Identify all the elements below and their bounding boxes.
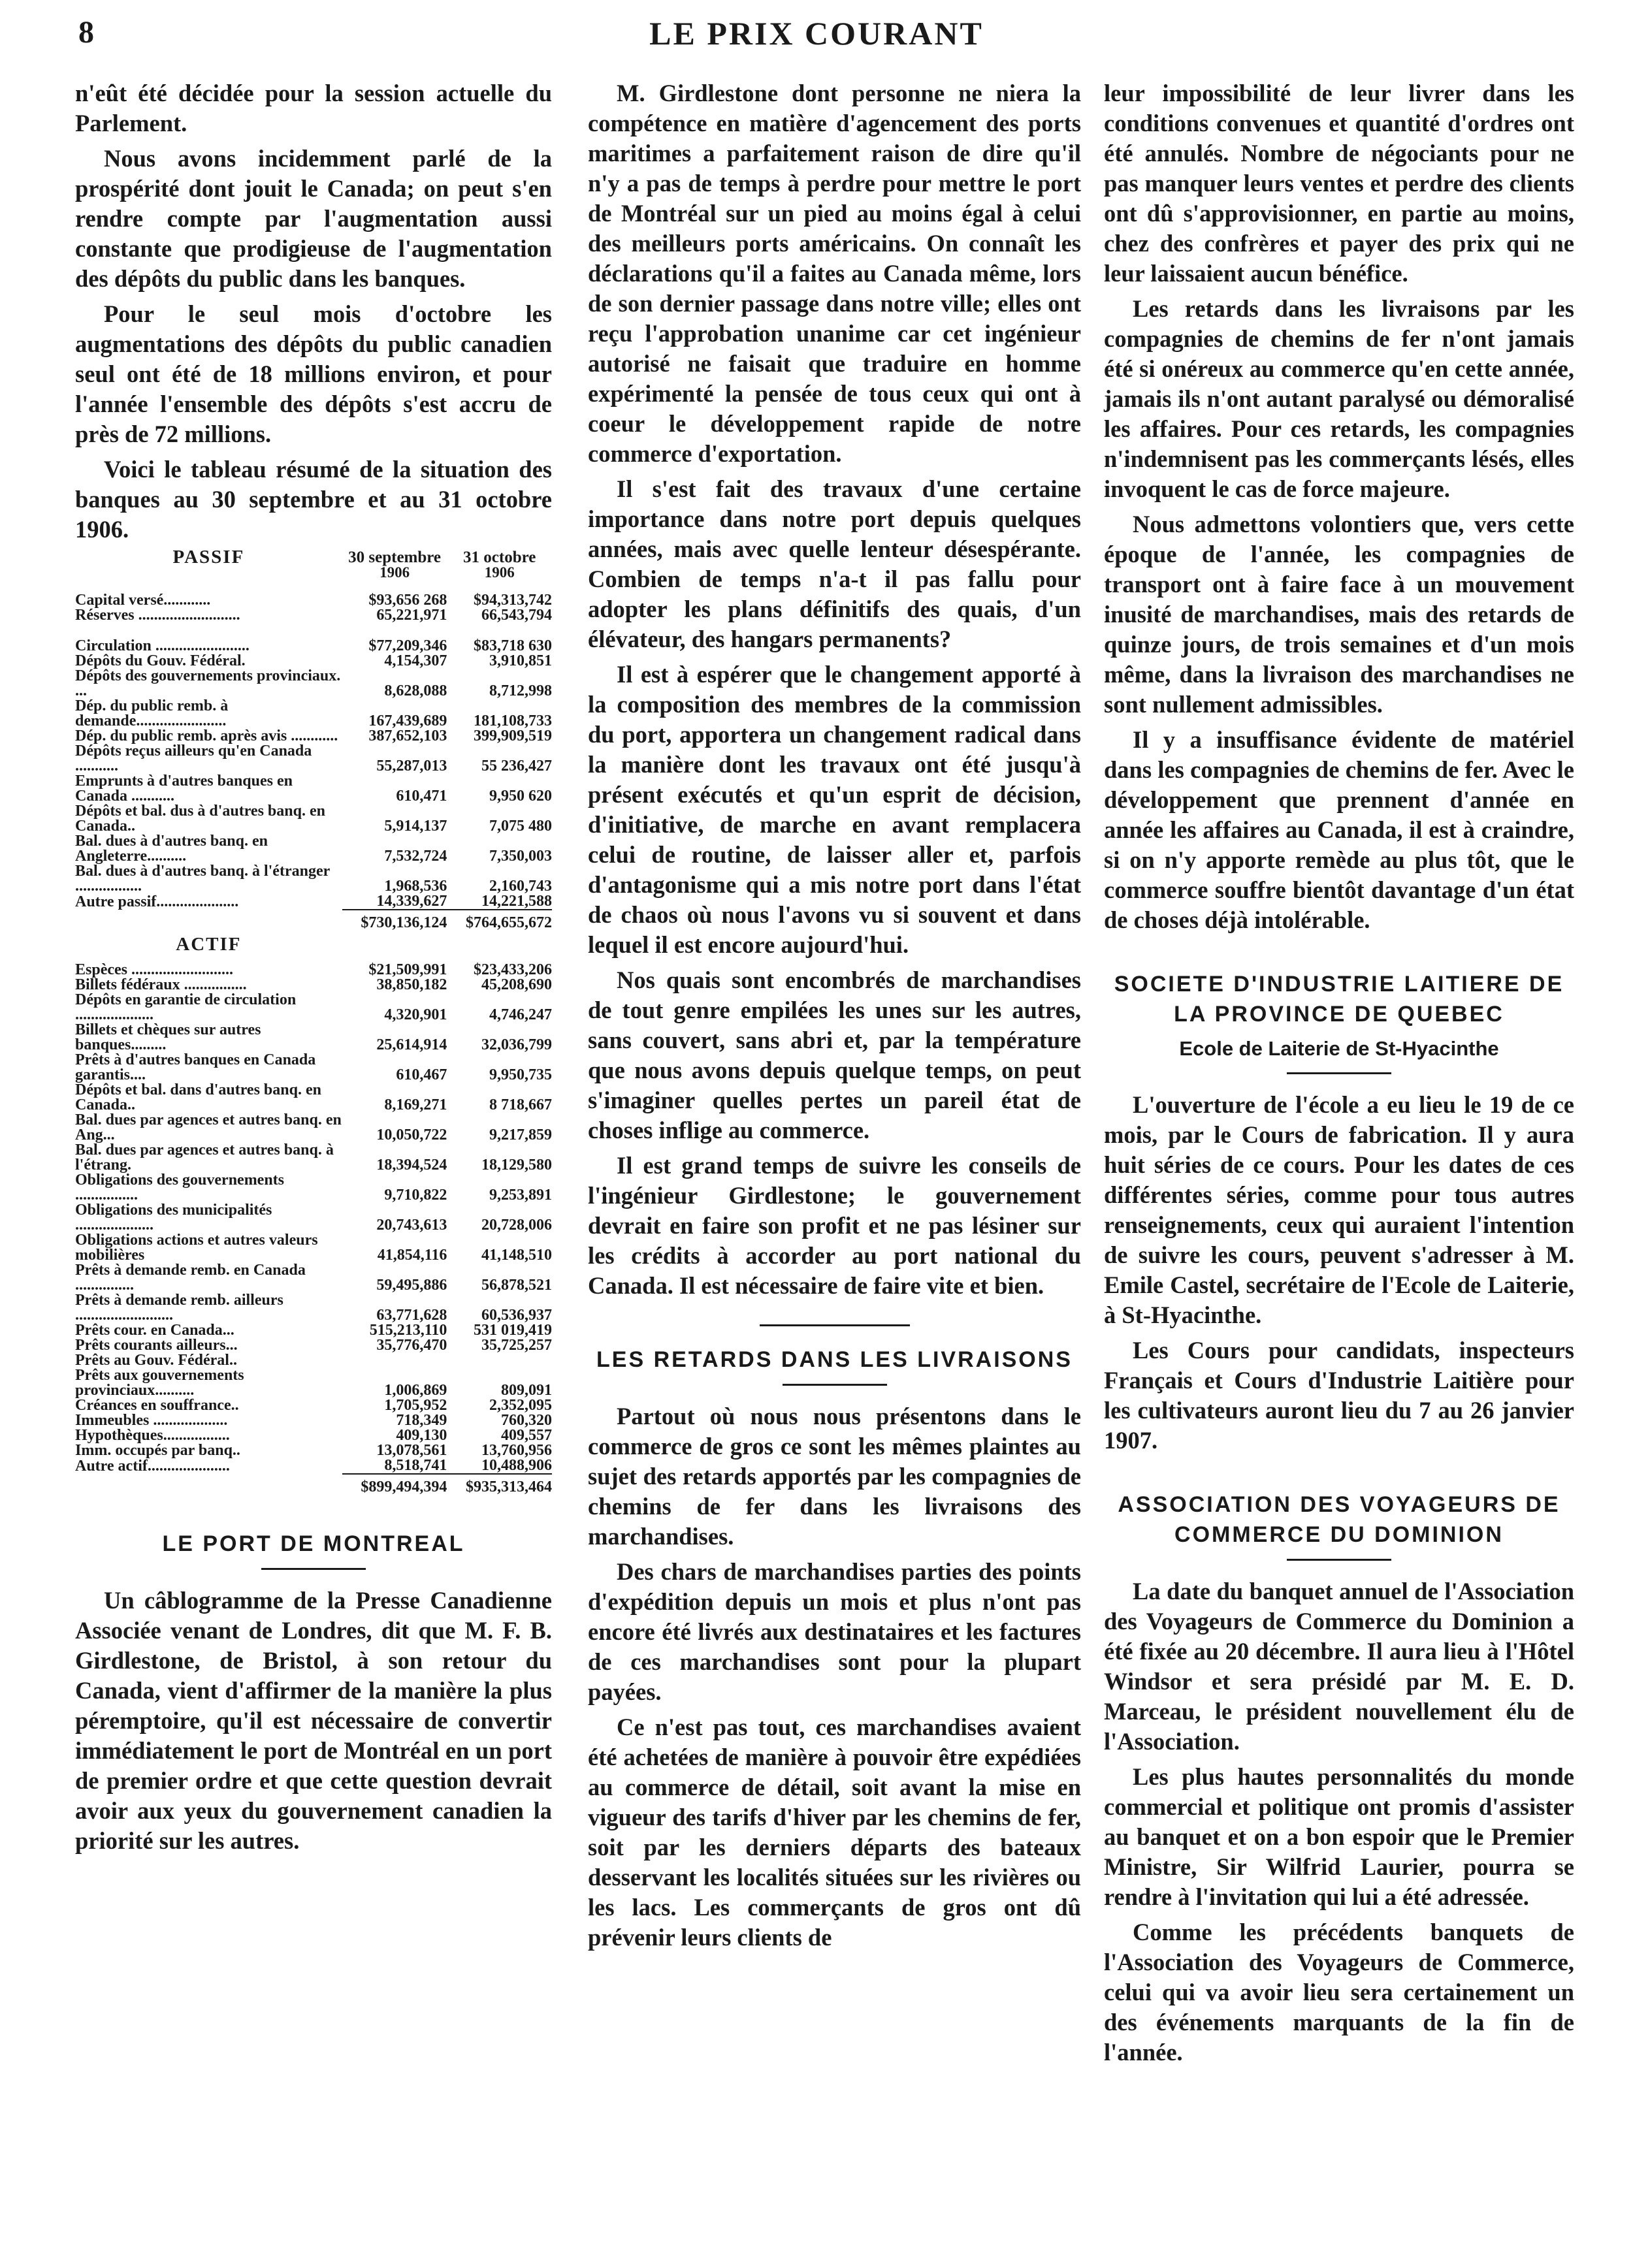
row-label: Réserves .......................... — [75, 607, 240, 624]
value-october: 18,129,580 — [481, 1157, 552, 1174]
row-label: Bal. dues par agences et autres banq. à l'étrang. — [75, 1142, 334, 1174]
row-label: Dépôts en garantie de circulation .................... — [75, 991, 297, 1023]
table-row — [75, 993, 552, 1023]
row-label: Dépôts reçus ailleurs qu'en Canada ........... — [75, 743, 312, 775]
paragraph: Comme les précédents banquets de l'Association des Voyageurs de Commerce, celui qui va avoir lieu sera certainement un des événements marquants de la fin de l'année. — [1104, 1919, 1574, 2066]
table-row — [75, 1203, 552, 1233]
table-row — [75, 1368, 552, 1398]
value-october: 32,036,799 — [481, 1036, 552, 1053]
table-row — [75, 699, 552, 729]
row-label: Circulation ........................ — [75, 637, 250, 654]
table-row — [75, 1458, 552, 1474]
row-label: Prêts à d'autres banques en Canada garantis.... — [75, 1051, 316, 1083]
retards-heading: LES RETARDS DANS LES LIVRAISONS — [596, 1347, 1073, 1372]
value-september: $93,656 268 — [368, 592, 447, 609]
value-october: 55 236,427 — [481, 758, 552, 775]
value-september: 41,854,116 — [377, 1247, 447, 1264]
actif-heading: ACTIF — [176, 934, 242, 955]
value-october: 8 718,667 — [489, 1096, 552, 1113]
value-october: 41,148,510 — [481, 1247, 552, 1264]
actif-total-september: $899,494,394 — [342, 1474, 447, 1495]
row-label: Bal. dues par agences et autres banq. en Ang... — [75, 1111, 342, 1143]
value-september: 20,743,613 — [376, 1217, 447, 1234]
table-row — [75, 1398, 552, 1413]
table-row — [75, 1113, 552, 1143]
value-september: 8,518,741 — [384, 1457, 447, 1474]
table-row — [75, 1053, 552, 1083]
value-september: $77,209,346 — [368, 637, 447, 654]
paragraph: Il est grand temps de suivre les conseils de l'ingénieur Girdlestone; le gouvernement devrait en faire son profit et ne pas lésiner sur les crédits à accorder au port national du Canada. Il est nécessaire de faire vite et bien. — [588, 1152, 1081, 1299]
table-row — [75, 804, 552, 834]
laiterie-heading: SOCIETE D'INDUSTRIE LAITIERE DE LA PROVINCE DE QUEBEC — [1114, 972, 1564, 1027]
table-row — [75, 669, 552, 699]
paragraph: Des chars de marchandises parties des points d'expédition depuis un mois et plus n'ont pas encore été livrés aux destinataires et les factures de ces marchandises sont pour la plupart payées. — [588, 1558, 1081, 1705]
bank-situation-table — [75, 547, 552, 1495]
paragraph: Il s'est fait des travaux d'une certaine importance dans notre port depuis quelques années, mais avec quelle lenteur désespérante. Combien de temps n'a-t il pas fallu pour adopter les plans définitifs des quais, d'un élévateur, des hangars permanents? — [588, 475, 1081, 652]
row-label: Dépôts des gouvernements provinciaux. ... — [75, 667, 341, 699]
value-september: 14,339,627 — [376, 893, 447, 910]
value-october: 2,352,095 — [489, 1397, 552, 1414]
value-october: 2,160,743 — [489, 878, 552, 895]
heading-rule — [261, 1568, 366, 1570]
column-3 — [1104, 78, 1574, 2073]
actif-total-october: $935,313,464 — [447, 1474, 552, 1495]
value-september: 9,710,822 — [384, 1187, 447, 1204]
table-row — [75, 894, 552, 910]
value-september: 55,287,013 — [376, 758, 447, 775]
value-september: 25,614,914 — [376, 1036, 447, 1053]
table-row — [75, 864, 552, 894]
table-row — [75, 1263, 552, 1293]
paragraph: Pour le seul mois d'octobre les augmentations des dépôts du public canadien seul ont été de 18 millions environ, et pour l'année l'ensemble des dépôts s'est accru de près de 72 millions. — [75, 300, 552, 447]
value-september: 10,050,722 — [376, 1126, 447, 1143]
paragraph: Il est à espérer que le changement apporté à la composition des membres de la commission du port, apportera un changement radical dans la manière dont les travaux ont été jusqu'à présent exécutés et qu'un esprit de décision, d'initiative, de marche en avant remplacera celui de routine, de laisser aller et, parfois d'antagonisme qui a mis notre port dans l'état de chaos où nous l'avons vu si souvent et dans lequel il est encore aujourd'hui. — [588, 661, 1081, 958]
value-october: 9,950 620 — [489, 788, 552, 805]
value-september: 610,467 — [396, 1066, 447, 1083]
table-row — [75, 1323, 552, 1338]
column-1 — [75, 78, 552, 1861]
value-september: 167,439,689 — [368, 712, 447, 729]
value-september: 8,628,088 — [384, 682, 447, 699]
value-october: $83,718 630 — [474, 637, 552, 654]
paragraph: Ce n'est pas tout, ces marchandises avaient été achetées de manière à pouvoir être expédiées au commerce de détail, soit avant la mise en vigueur des tarifs d'hiver par les chemins de fer, soit par les derniers départs des bateaux desservant les localités situées sur les rivières ou les lacs. Les commerçants de gros ont dû prévenir leurs clients de — [588, 1714, 1081, 1951]
port-heading: LE PORT DE MONTREAL — [162, 1531, 465, 1556]
value-september: 1,705,952 — [384, 1397, 447, 1414]
value-september: 35,776,470 — [376, 1337, 447, 1354]
value-october: 9,950,735 — [489, 1066, 552, 1083]
paragraph: Nous admettons volontiers que, vers cette époque de l'année, les compagnies de transport ont à faire face à un mouvement inusité de marchandises, mais des retards de quinze jours, de trois semaines et d'un mois même, dans la livraison des marchandises ne sont nullement admissibles. — [1104, 511, 1574, 718]
row-label: Prêts aux gouvernements provinciaux.......... — [75, 1367, 244, 1399]
paragraph: Les Cours pour candidats, inspecteurs Français et Cours d'Industrie Laitière pour les cultivateurs auront lieu du 7 au 26 janvier 1907. — [1104, 1337, 1574, 1454]
table-row — [75, 623, 552, 654]
row-label: Dép. du public remb. après avis ............ — [75, 727, 338, 744]
value-october: 9,217,859 — [489, 1126, 552, 1143]
passif-total-september: $730,136,124 — [342, 910, 447, 931]
row-label: Prêts cour. en Canada... — [75, 1322, 234, 1339]
value-september: 65,221,971 — [376, 607, 447, 624]
value-october: 3,910,851 — [489, 652, 552, 669]
table-row — [75, 1173, 552, 1203]
table-row — [75, 1353, 552, 1368]
value-october: 809,091 — [501, 1382, 552, 1399]
section-rule — [760, 1324, 910, 1326]
table-row — [75, 1233, 552, 1263]
row-label: Espèces .......................... — [75, 961, 233, 978]
paragraph: leur impossibilité de leur livrer dans les conditions convenues et quantité d'ordres ont été annulés. Nombre de négociants pour ne pas manquer leurs ventes et perdre des clients ont dû s'approvisionner, en partie au moins, chez des confrères et payer des prix qui ne leur laissaient aucun bénéfice. — [1104, 80, 1574, 287]
value-october: $23,433,206 — [474, 961, 552, 978]
paragraph: Nos quais sont encombrés de marchandises de tout genre empilées les unes sur les autres, sans couvert, sans abri et, par la température que nous avons depuis quelque temps, on peut s'imaginer quelles pertes un pareil état de choses inflige au commerce. — [588, 966, 1081, 1143]
row-label: Dépôts du Gouv. Fédéral. — [75, 652, 246, 669]
value-september: 13,078,561 — [376, 1442, 447, 1459]
value-september: 59,495,886 — [376, 1277, 447, 1294]
value-october: 9,253,891 — [489, 1187, 552, 1204]
table-row — [75, 1413, 552, 1428]
table-row — [75, 593, 552, 608]
row-label: Imm. occupés par banq.. — [75, 1442, 240, 1459]
value-october: 760,320 — [501, 1412, 552, 1429]
value-september: 4,320,901 — [384, 1006, 447, 1023]
row-label: Dép. du public remb. à demande....................... — [75, 697, 229, 729]
value-october: $94,313,742 — [474, 592, 552, 609]
row-label: Prêts au Gouv. Fédéral.. — [75, 1352, 237, 1369]
table-row — [75, 774, 552, 804]
row-label: Capital versé............ — [75, 592, 211, 609]
value-october: 181,108,733 — [474, 712, 552, 729]
table-row — [75, 1428, 552, 1443]
table-row — [75, 729, 552, 744]
table-row — [75, 744, 552, 774]
paragraph: Un câblogramme de la Presse Canadienne Associée venant de Londres, dit que M. F. B. Girdlestone, de Bristol, à son retour du Canada, vient d'affirmer de la manière la plus péremptoire, qu'il est nécessaire de convertir immédiatement le port de Montréal en un port de premier ordre et que cette question devrait avoir aux yeux du gouvernement canadien la priorité sur les autres. — [75, 1587, 552, 1854]
value-october: 13,760,956 — [481, 1442, 552, 1459]
row-label: Immeubles ................... — [75, 1412, 228, 1429]
table-row — [75, 1143, 552, 1173]
value-september: 718,349 — [396, 1412, 447, 1429]
value-september: 7,532,724 — [384, 848, 447, 865]
table-row — [75, 1293, 552, 1323]
column-2 — [588, 78, 1081, 1958]
paragraph: Les retards dans les livraisons par les compagnies de chemins de fer n'ont jamais été si onéreux au commerce qu'en cette année, jamais ils n'ont autant paralysé ou démoralisé les affaires. Pour ces retards, les compagnies n'indemnisent pas les commerçants lésés, elles invoquent le cas de force majeure. — [1104, 295, 1574, 502]
row-label: Prêts à demande remb. en Canada ............... — [75, 1262, 306, 1294]
value-september: 610,471 — [396, 788, 447, 805]
paragraph: M. Girdlestone dont personne ne niera la compétence en matière d'agencement des ports maritimes a parfaitement raison de dire qu'il n'y a pas de temps à perdre pour mettre le port de Montréal sur un pied au moins égal à celui des meilleurs ports américains. On connaît les déclarations qu'il a faites au Canada même, lors de son dernier passage dans notre ville; elles ont reçu l'approbation unanime car cet ingénieur autorisé ne faisait que traduire en homme expérimenté la pensée de tous ceux qui ont à coeur le développement rapide de notre commerce d'exportation. — [588, 80, 1081, 467]
value-october: 56,878,521 — [481, 1277, 552, 1294]
row-label: Autre actif..................... — [75, 1458, 230, 1475]
value-october: 8,712,998 — [489, 682, 552, 699]
row-label: Hypothèques................. — [75, 1427, 230, 1444]
heading-rule — [1287, 1072, 1391, 1074]
paragraph: Les plus hautes personnalités du monde commercial et politique ont promis d'assister au banquet et on a bon espoir que le Premier Ministre, Sir Wilfrid Laurier, pourra se rendre à l'invitation qui lui a été adressée. — [1104, 1763, 1574, 1910]
table-row — [75, 1023, 552, 1053]
value-october: 7,075 480 — [489, 818, 552, 835]
value-september: 18,394,524 — [376, 1157, 447, 1174]
table-row — [75, 654, 552, 669]
row-label: Prêts à demande remb. ailleurs ......................... — [75, 1292, 283, 1324]
value-september: 63,771,628 — [376, 1307, 447, 1324]
masthead-title: LE PRIX COURANT — [649, 15, 984, 52]
value-october: 66,543,794 — [481, 607, 552, 624]
passif-total-october: $764,655,672 — [447, 910, 552, 931]
paragraph: Voici le tableau résumé de la situation des banques au 30 septembre et au 31 octobre 1906. — [75, 456, 552, 543]
paragraph: Partout où nous nous présentons dans le commerce de gros ce sont les mêmes plaintes au sujet des retards apportés par les compagnies de chemins de fer dans les livraisons des marchandises. — [588, 1403, 1081, 1550]
heading-rule — [783, 1384, 887, 1386]
row-label: Dépôts et bal. dans d'autres banq. en Canada.. — [75, 1081, 321, 1113]
value-october: 409,557 — [501, 1427, 552, 1444]
page-number: 8 — [78, 15, 94, 50]
row-label: Autre passif..................... — [75, 893, 239, 910]
value-october: 10,488,906 — [481, 1457, 552, 1474]
value-october: 531 019,419 — [474, 1322, 552, 1339]
column-header-october: 31 octobre 1906 — [463, 549, 536, 581]
value-september: 387,652,103 — [368, 727, 447, 744]
row-label: Bal. dues à d'autres banq. en Angleterre.......... — [75, 833, 268, 865]
table-row — [75, 1443, 552, 1458]
value-september: 8,169,271 — [384, 1096, 447, 1113]
heading-rule — [1287, 1559, 1391, 1561]
value-october: 35,725,257 — [481, 1337, 552, 1354]
value-october: 60,536,937 — [481, 1307, 552, 1324]
row-label: Créances en souffrance.. — [75, 1397, 239, 1414]
paragraph: Nous avons incidemment parlé de la prospérité dont jouit le Canada; on peut s'en rendre compte par l'augmentation aussi constante que prodigieuse de l'augmentation des dépôts du public dans les banques. — [75, 145, 552, 292]
value-september: 38,850,182 — [376, 976, 447, 993]
row-label: Billets et chèques sur autres banques......... — [75, 1021, 261, 1053]
value-september: 4,154,307 — [384, 652, 447, 669]
row-label: Billets fédéraux ................ — [75, 976, 247, 993]
row-label: Prêts courants ailleurs... — [75, 1337, 238, 1354]
row-label: Obligations actions et autres valeurs mobilières — [75, 1232, 318, 1264]
paragraph: n'eût été décidée pour la session actuelle du Parlement. — [75, 80, 552, 136]
voyageurs-heading: ASSOCIATION DES VOYAGEURS DE COMMERCE DU DOMINION — [1118, 1492, 1560, 1547]
value-september: 5,914,137 — [384, 818, 447, 835]
value-october: 14,221,588 — [481, 893, 552, 910]
row-label: Bal. dues à d'autres banq. à l'étranger ................. — [75, 863, 330, 895]
paragraph: La date du banquet annuel de l'Association des Voyageurs de Commerce du Dominion a été fixée au 20 décembre. Il aura lieu à l'Hôtel Windsor et sera présidé par M. E. D. Marceau, le président nouvellement élu de l'Association. — [1104, 1578, 1574, 1755]
value-october: 7,350,003 — [489, 848, 552, 865]
table-row — [75, 963, 552, 978]
row-label: Dépôts et bal. dus à d'autres banq. en Canada.. — [75, 803, 325, 835]
row-label: Obligations des municipalités .................... — [75, 1202, 272, 1234]
table-row — [75, 978, 552, 993]
column-header-september: 30 septembre 1906 — [348, 549, 442, 581]
row-label: Emprunts à d'autres banques en Canada ........... — [75, 773, 293, 805]
value-october: 20,728,006 — [481, 1217, 552, 1234]
row-label: Obligations des gouvernements ................ — [75, 1172, 285, 1204]
value-september: 1,968,536 — [384, 878, 447, 895]
value-october — [447, 1353, 552, 1368]
table-row — [75, 834, 552, 864]
value-october: 399,909,519 — [474, 727, 552, 744]
value-october: 45,208,690 — [481, 976, 552, 993]
value-september — [342, 1353, 447, 1368]
table-row — [75, 608, 552, 623]
passif-heading: PASSIF — [172, 547, 245, 567]
value-september: 409,130 — [396, 1427, 447, 1444]
value-september: 1,006,869 — [384, 1382, 447, 1399]
paragraph: Il y a insuffisance évidente de matériel dans les compagnies de chemins de fer. Avec le développement que prennent d'année en année les affaires au Canada, il est à craindre, si on n'y apporte remède au plus tôt, que le commerce souffre bientôt davantage d'un état de choses déjà intolérable. — [1104, 726, 1574, 933]
table-row — [75, 1338, 552, 1353]
paragraph: L'ouverture de l'école a eu lieu le 19 de ce mois, par le Cours de fabrication. Il y aura huit séries de ce cours. Pour les dates de ces différentes séries, comme pour tous autres renseignements, ceux qui auraient l'intention de suivre les cours, peuvent s'adresser à M. Emile Castel, secrétaire de l'Ecole de Laiterie, à St-Hyacinthe. — [1104, 1091, 1574, 1328]
value-september: $21,509,991 — [368, 961, 447, 978]
laiterie-subheading: Ecole de Laiterie de St-Hyacinthe — [1179, 1037, 1499, 1060]
table-row — [75, 1083, 552, 1113]
value-september: 515,213,110 — [369, 1322, 447, 1339]
value-october: 4,746,247 — [489, 1006, 552, 1023]
